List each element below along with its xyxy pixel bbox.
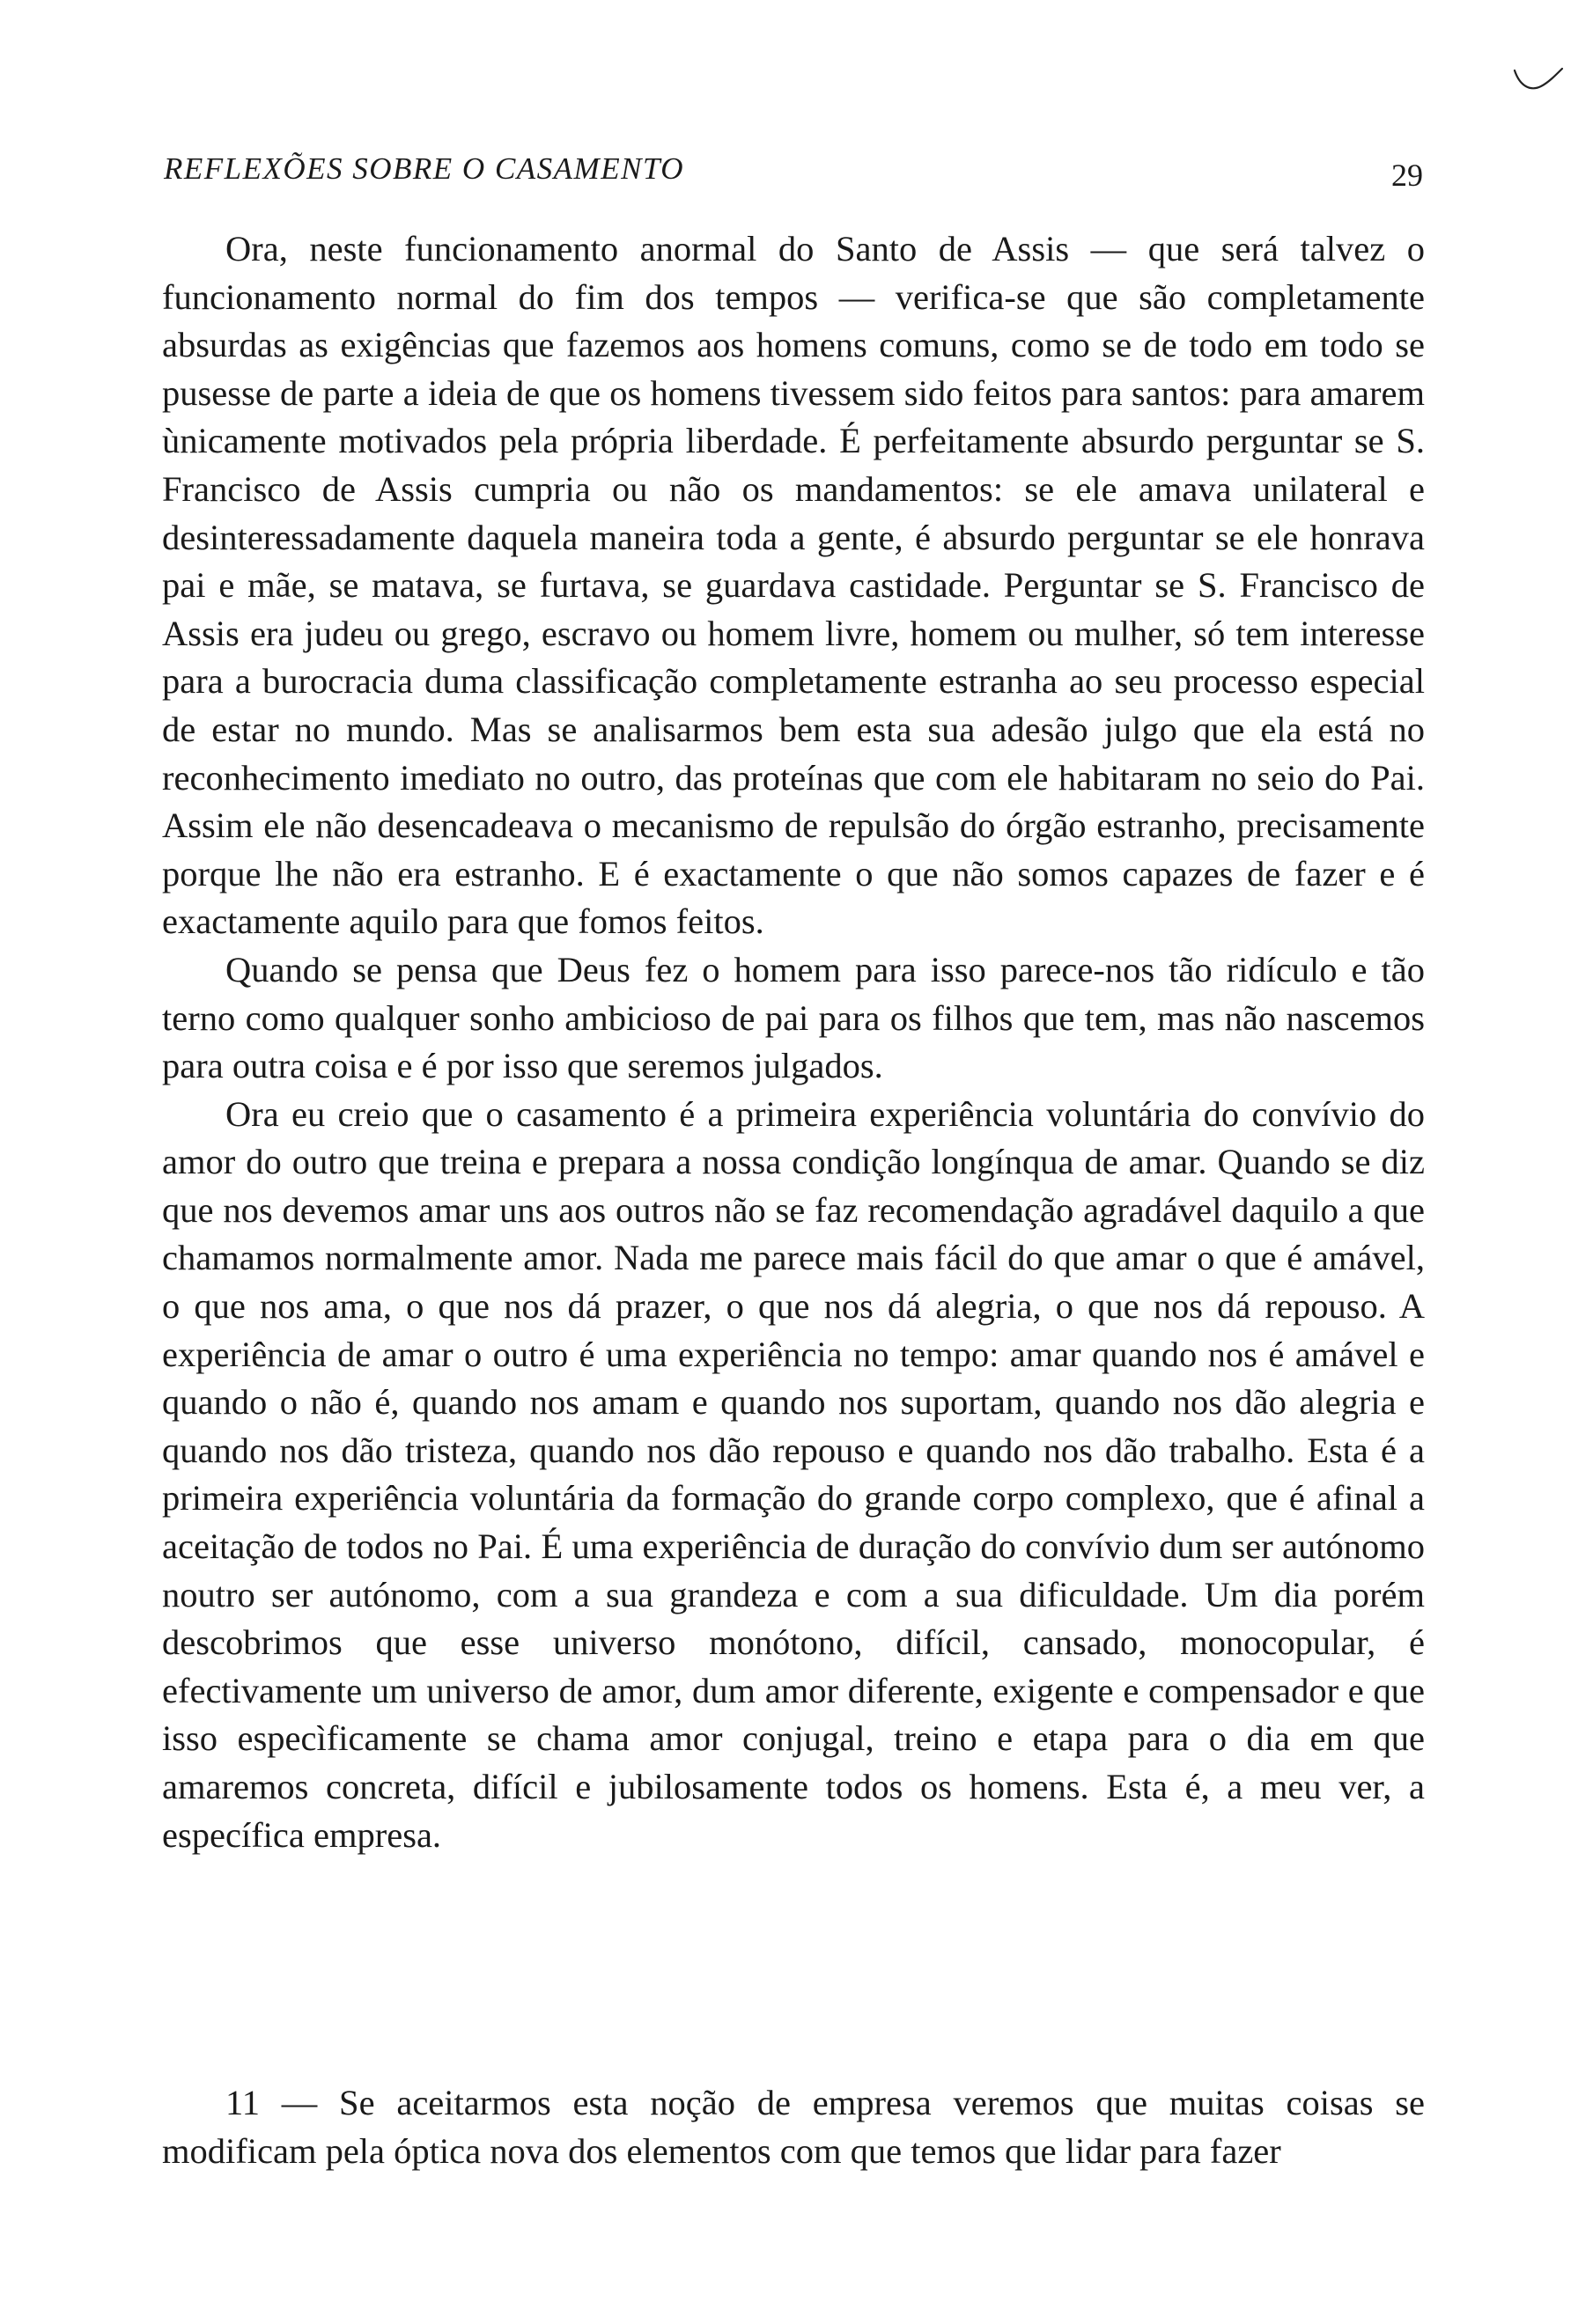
page-number: 29 [1391, 158, 1423, 193]
pen-mark-icon [1511, 63, 1564, 99]
section-11-text: 11 — Se aceitarmos esta noção de empresa veremos que muitas coisas se modificam pela óptica nova dos elementos com que temos que lidar para fazer [162, 2083, 1425, 2171]
paragraph: Quando se pensa que Deus fez o homem para isso parece-nos tão ridículo e tão terno como qualquer sonho ambicioso de pai para os filhos que tem, mas não nascemos para outra coisa e é por isso que seremos julgados. [162, 949, 1425, 1086]
page-header [164, 151, 1423, 204]
section-11 [162, 2079, 1425, 2175]
paragraph: Ora eu creio que o casamento é a primeira experiência voluntária do convívio do amor do outro que treina e prepara a nossa condição longínqua de amar. Quando se diz que nos devemos amar uns aos outros não se faz recomendação agradável daquilo a que chamamos normalmente amor. Nada me parece mais fácil do que amar o que é amável, o que nos ama, o que nos dá prazer, o que nos dá alegria, o que nos dá repouso. A experiência de amar o outro é uma experiência no tempo: amar quando nos é amável e quando o não é, quando nos amam e quando nos suportam, quando nos dão alegria e quando nos dão tristeza, quando nos dão repouso e quando nos dão trabalho. Esta é a primeira experiência voluntária da formação do grande corpo complexo, que é afinal a aceitação de todos no Pai. É uma experiência de duração do convívio dum ser autónomo noutro ser autónomo, com a sua grandeza e com a sua dificuldade. Um dia porém descobrimos que esse universo monótono, difícil, cansado, monocopular, é efectivamente um universo de amor, dum amor diferente, exigente e compensador e que isso especìficamente se chama amor conjugal, treino e etapa para o dia em que amaremos concreta, difícil e jubilosamente todos os homens. Esta é, a meu ver, a específica empresa. [162, 1093, 1425, 1855]
paragraph: Ora, neste funcionamento anormal do Santo de Assis — que será talvez o funcionamento normal do fim dos tempos — verifica-se que são completamente absurdas as exigências que fazemos aos homens comuns, como se de todo em todo se pusesse de parte a ideia de que os homens tivessem sido feitos para santos: para amarem ùnicamente motivados pela própria liberdade. É perfeitamente absurdo perguntar se S. Francisco de Assis cumpria ou não os mandamentos: se ele amava unilateral e desinteressadamente daquela maneira toda a gente, é absurdo perguntar se ele honrava pai e mãe, se matava, se furtava, se guardava castidade. Perguntar se S. Francisco de Assis era judeu ou grego, escravo ou homem livre, homem ou mulher, só tem interesse para a burocracia duma classificação completamente estranha ao seu processo especial de estar no mundo. Mas se analisarmos bem esta sua adesão julgo que ela está no reconhecimento imediato no outro, das proteínas que com ele habitaram no seio do Pai. Assim ele não desencadeava o mecanismo de repulsão do órgão estranho, precisamente porque lhe não era estranho. E é exactamente o que não somos capazes de fazer e é exactamente aquilo para que fomos feitos. [162, 229, 1425, 942]
running-head: REFLEXÕES SOBRE O CASAMENTO [164, 151, 685, 186]
body-text [162, 225, 1425, 1859]
